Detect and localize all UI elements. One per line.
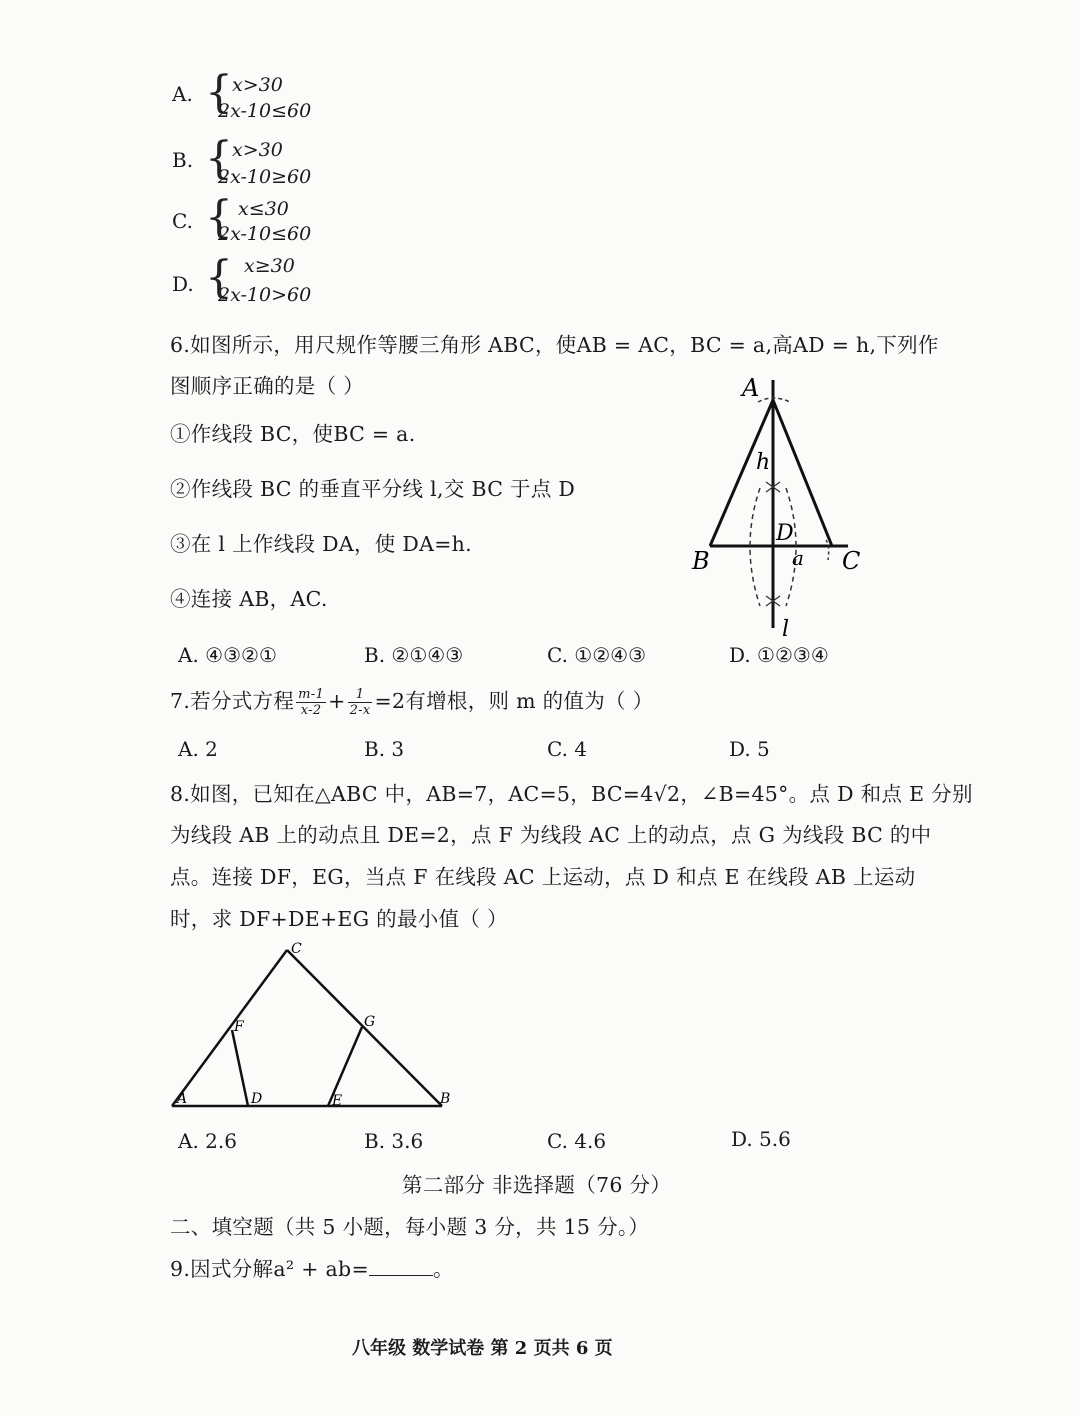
construction-arc-c <box>826 540 829 560</box>
q8-stem-line4: 时，求 DF+DE+EG 的最小值（ ） <box>170 907 508 931</box>
q5-option-c-line2: 2x-10≤60 <box>218 223 312 245</box>
q6-step-1: ①作线段 BC，使BC = a. <box>170 422 416 446</box>
brace-icon: { <box>205 67 233 118</box>
label-e: E <box>332 1093 343 1109</box>
q8-choice-b: B. 3.6 <box>364 1129 424 1153</box>
q8-choice-c: C. 4.6 <box>547 1129 607 1153</box>
q6-choice-c: C. ①②④③ <box>547 643 647 667</box>
q8-stem-line2: 为线段 AB 上的动点且 DE=2，点 F 为线段 AC 上的动点，点 G 为线段 BC 的中 <box>170 823 932 847</box>
q9-answer-blank <box>369 1257 433 1276</box>
label-c: C <box>291 941 302 957</box>
q6-choice-a: A. ④③②① <box>178 643 277 667</box>
label-h: h <box>756 450 771 475</box>
segment-ac <box>172 950 287 1106</box>
q6-isosceles-construction-figure <box>680 370 880 640</box>
q8-choice-d: D. 5.6 <box>731 1127 791 1151</box>
q8-stem-line3: 点。连接 DF，EG，当点 F 在线段 AC 上运动，点 D 和点 E 在线段 AB 上运动 <box>170 865 916 889</box>
q6-choice-d: D. ①②③④ <box>729 643 829 667</box>
segment-df <box>232 1030 248 1106</box>
q5-option-c-line1: x≤30 <box>238 198 289 220</box>
q7-frac2-numerator: 1 <box>348 687 373 703</box>
q9-prefix: 9.因式分解a² + ab= <box>170 1257 369 1281</box>
q7-stem <box>170 684 653 718</box>
label-c: C <box>842 547 861 575</box>
q5-option-a-line2: 2x-10≤60 <box>218 100 312 122</box>
q7-suffix: =2有增根，则 m 的值为（ ） <box>374 689 654 713</box>
q6-step-4: ④连接 AB，AC. <box>170 587 328 611</box>
q7-fraction-2 <box>348 687 373 718</box>
label-l: l <box>782 617 790 640</box>
q7-plus: + <box>328 689 346 713</box>
part-two-title: 第二部分 非选择题（76 分） <box>402 1173 672 1197</box>
q5-option-b-line1: x>30 <box>232 139 283 161</box>
q7-frac1-numerator: m-1 <box>298 687 325 702</box>
label-b: B <box>692 547 710 575</box>
q7-fraction-1 <box>296 687 326 718</box>
label-d: D <box>251 1091 263 1107</box>
q8-stem-line1: 8.如图，已知在△ABC 中，AB=7，AC=5，BC=4√2，∠B=45°。点 D 和点 E 分别 <box>170 782 973 806</box>
q8-triangle-figure <box>160 935 470 1115</box>
q5-option-c-letter: C. <box>172 209 193 233</box>
brace-icon: { <box>205 252 233 303</box>
q5-option-a-letter: A. <box>172 82 193 106</box>
q7-prefix: 7.若分式方程 <box>170 689 295 713</box>
question-9 <box>170 1252 454 1282</box>
label-d: D <box>776 521 794 546</box>
q7-frac1-denominator: x-2 <box>300 703 322 718</box>
q5-option-a-line1: x>30 <box>232 74 283 96</box>
q6-choice-b: B. ②①④③ <box>364 643 464 667</box>
section-two-heading: 二、填空题（共 5 小题，每小题 3 分，共 15 分。） <box>170 1215 650 1239</box>
q6-stem-line2: 图顺序正确的是（ ） <box>170 374 365 398</box>
label-a: A <box>742 374 760 402</box>
q7-choice-b: B. 3 <box>364 737 405 761</box>
q8-choice-a: A. 2.6 <box>178 1129 237 1153</box>
q5-option-b-letter: B. <box>172 148 194 172</box>
q7-choice-d: D. 5 <box>729 737 770 761</box>
label-a-length: a <box>792 546 804 570</box>
q9-suffix: 。 <box>432 1257 454 1281</box>
brace-icon: { <box>205 192 233 243</box>
label-b: B <box>440 1091 451 1107</box>
q7-frac2-denominator: 2-x <box>349 703 371 718</box>
q5-option-d-line2: 2x-10>60 <box>218 284 312 306</box>
q5-option-b-line2: 2x-10≥60 <box>218 166 312 188</box>
label-a: A <box>177 1091 188 1107</box>
q7-choice-c: C. 4 <box>547 737 588 761</box>
q6-step-3: ③在 l 上作线段 DA，使 DA=h. <box>170 532 472 556</box>
q6-stem-line1: 6.如图所示，用尺规作等腰三角形 ABC，使AB = AC，BC = a,高AD = h,下列作 <box>170 333 939 357</box>
q7-choice-a: A. 2 <box>178 737 218 761</box>
q5-option-d-line1: x≥30 <box>244 255 295 277</box>
q6-step-2: ②作线段 BC 的垂直平分线 l,交 BC 于点 D <box>170 477 576 501</box>
label-f: F <box>234 1019 244 1035</box>
brace-icon: { <box>205 133 233 184</box>
label-g: G <box>364 1014 376 1030</box>
q5-option-d-letter: D. <box>172 272 194 296</box>
page-footer: 八年级 数学试卷 第 2 页共 6 页 <box>352 1338 613 1359</box>
